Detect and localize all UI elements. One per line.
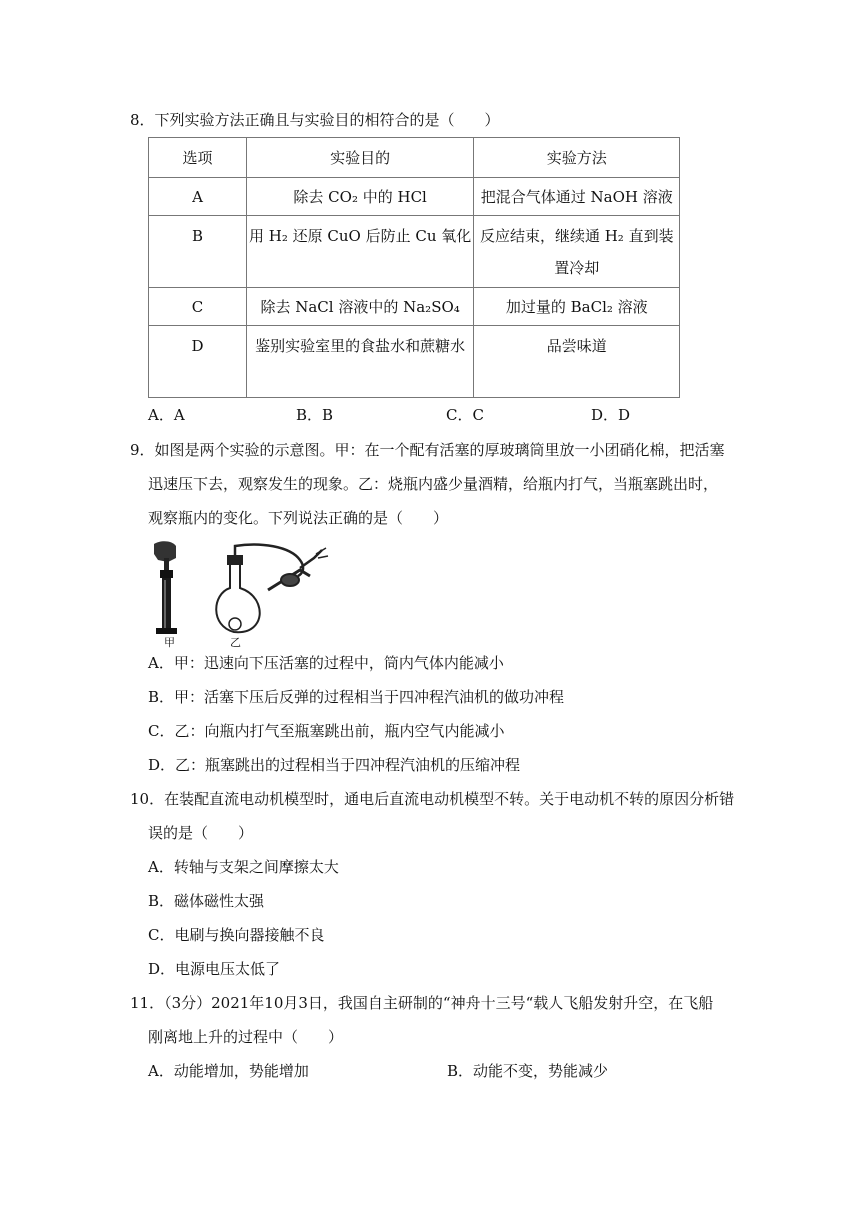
q9-option-c[interactable]: C．乙：向瓶内打气至瓶塞跳出前，瓶内空气内能减小 — [148, 722, 505, 740]
table-row — [149, 178, 680, 216]
question-11-stem-line: 11．（3分）2021年10月3日，我国自主研制的“神舟十三号“载人飞船发射升空，在飞船 — [130, 994, 714, 1012]
q10-option-a[interactable]: A．转轴与支架之间摩擦太大 — [148, 858, 339, 876]
piston-cylinder-illustration — [154, 541, 177, 634]
question-9-stem-line: 9．如图是两个实验的示意图。甲：在一个配有活塞的厚玻璃筒里放一小团硝化棉，把活塞 — [130, 441, 725, 459]
question-10-stem-line: 10．在装配直流电动机模型时，通电后直流电动机模型不转。关于电动机不转的原因分析错 — [130, 790, 735, 808]
table-row — [149, 288, 680, 326]
table-header-cell: 实验目的 — [247, 138, 474, 178]
question-9-stem-line: 迅速压下去，观察发生的现象。乙：烧瓶内盛少量酒精，给瓶内打气，当瓶塞跳出时， — [148, 475, 719, 493]
table-cell-purpose: 用 H₂ 还原 CuO 后防止 Cu 氧化 — [247, 216, 474, 288]
question-8-stem: 8．下列实验方法正确且与实验目的相符合的是（ ） — [130, 111, 500, 129]
table-cell-option: B — [149, 216, 247, 288]
table-header-cell: 选项 — [149, 138, 247, 178]
flask-pump-illustration — [216, 545, 328, 633]
table-cell-option: A — [149, 178, 247, 216]
q9-option-b[interactable]: B．甲：活塞下压后反弹的过程相当于四冲程汽油机的做功冲程 — [148, 688, 565, 706]
q8-option-d[interactable]: D．D — [591, 406, 631, 424]
table-cell-method: 加过量的 BaCl₂ 溶液 — [474, 288, 680, 326]
table-cell-method: 把混合气体通过 NaOH 溶液 — [474, 178, 680, 216]
table-cell-purpose: 除去 NaCl 溶液中的 Na₂SO₄ — [247, 288, 474, 326]
q8-option-c[interactable]: C．C — [446, 406, 484, 424]
table-cell-option: C — [149, 288, 247, 326]
experiment-figure — [150, 540, 335, 648]
table-header-row — [149, 138, 680, 178]
q8-option-a[interactable]: A．A — [148, 406, 185, 424]
question-8-table — [148, 137, 680, 398]
q11-option-b[interactable]: B．动能不变，势能减少 — [447, 1062, 609, 1080]
question-9-stem-line: 观察瓶内的变化。下列说法正确的是（ ） — [148, 509, 449, 527]
q10-option-b[interactable]: B．磁体磁性太强 — [148, 892, 265, 910]
table-cell-method: 反应结束，继续通 H₂ 直到装置冷却 — [474, 216, 680, 288]
q10-option-c[interactable]: C．电刷与换向器接触不良 — [148, 926, 325, 944]
table-cell-method: 品尝味道 — [474, 326, 680, 398]
q9-option-a[interactable]: A．甲：迅速向下压活塞的过程中，筒内气体内能减小 — [148, 654, 504, 672]
q9-option-d[interactable]: D．乙：瓶塞跳出的过程相当于四冲程汽油机的压缩冲程 — [148, 756, 521, 774]
question-10-stem-line: 误的是（ ） — [148, 824, 254, 842]
table-row — [149, 326, 680, 398]
table-cell-purpose: 鉴别实验室里的食盐水和蔗糖水 — [247, 326, 474, 398]
q11-option-a[interactable]: A．动能增加，势能增加 — [148, 1062, 309, 1080]
figure-label-jia: 甲 — [164, 636, 175, 648]
q8-option-b[interactable]: B．B — [296, 406, 334, 424]
table-cell-option: D — [149, 326, 247, 398]
question-11-stem-line: 刚离地上升的过程中（ ） — [148, 1028, 344, 1046]
table-row — [149, 216, 680, 288]
figure-label-yi: 乙 — [230, 636, 241, 648]
q10-option-d[interactable]: D．电源电压太低了 — [148, 960, 281, 978]
table-cell-purpose: 除去 CO₂ 中的 HCl — [247, 178, 474, 216]
table-header-cell: 实验方法 — [474, 138, 680, 178]
experiment-illustration — [150, 540, 335, 648]
